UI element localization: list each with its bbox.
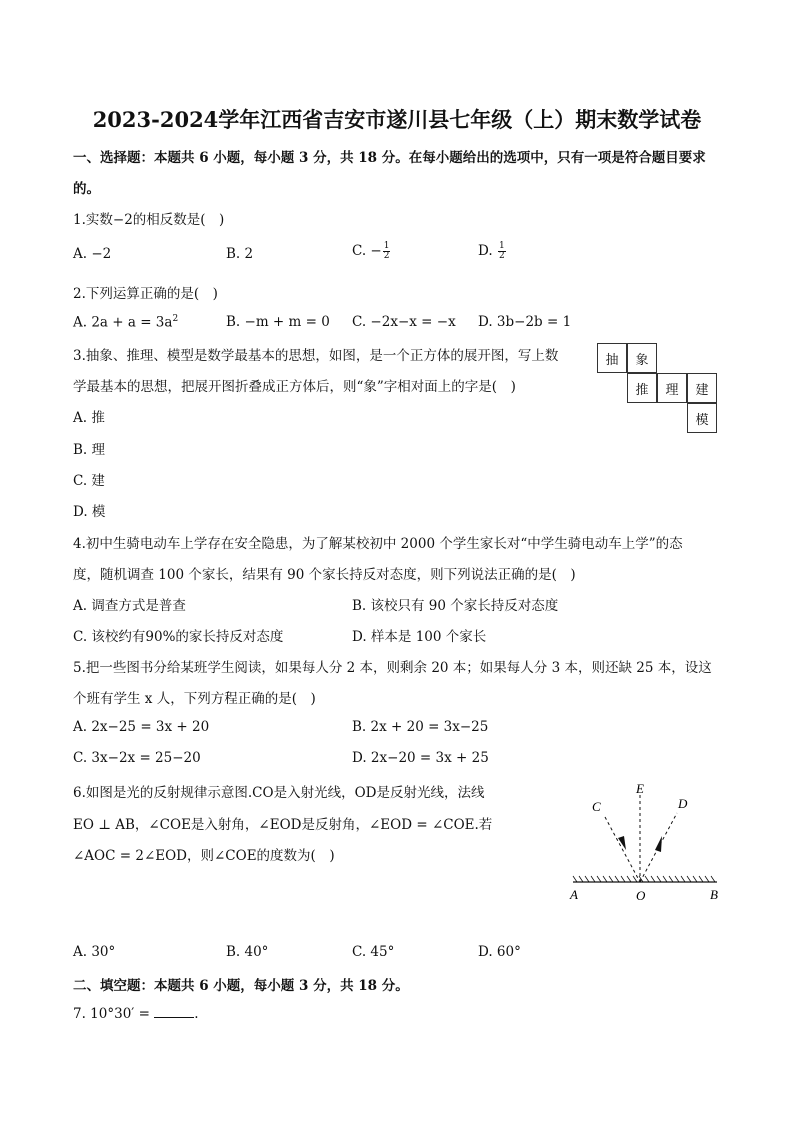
q1-option-d-prefix: D. [478,243,497,259]
q3-option-a: A. 推 [73,410,105,426]
mirror-hatching [573,876,715,882]
q6-option-c: C. 45° [352,944,395,960]
q7-answer-blank[interactable] [154,1005,194,1018]
q4-option-a: A. 调查方式是普查 [73,598,186,614]
q1-option-b: B. 2 [226,246,254,262]
cube-net-cell-tui: 推 [627,373,657,403]
q4-option-b: B. 该校只有 90 个家长持反对态度 [352,598,559,614]
q1-option-c-fraction [383,242,391,261]
q7-stem-text: 7. 10°30′ = [73,1006,155,1022]
section1-heading-line1: 一、选择题：本题共 6 小题，每小题 3 分，共 18 分。在每小题给出的选项中，只有一项是符合题目要求 [73,150,706,166]
q1-option-c [352,242,390,261]
q5-option-c: C. 3x−2x = 25−20 [73,750,201,766]
q2-option-a [73,314,178,331]
cube-net-cell-chou: 抽 [597,343,627,373]
q1-d-denominator: 2 [498,251,505,261]
q5-stem-line1: 5.把一些图书分给某班学生阅读，如果每人分 2 本，则剩余 20 本；如果每人分 3 本，则还缺 25 本，设这 [73,660,712,676]
label-d: D [678,796,688,811]
q7-stem-end: . [194,1006,199,1022]
q3-stem-line2: 学最基本的思想，把展开图折叠成正方体后，则“象”字相对面上的字是( ) [73,379,516,395]
q5-option-a: A. 2x−25 = 3x + 20 [73,719,210,735]
label-a: A [570,887,578,902]
q6-option-d: D. 60° [478,944,521,960]
q5-stem-line2: 个班有学生 x 人，下列方程正确的是( ) [73,691,316,707]
incident-ray-co [605,817,640,882]
q4-stem-line2: 度，随机调查 100 个家长，结果有 90 个家长持反对态度，则下列说法正确的是( ) [73,567,576,583]
label-c: C [592,799,601,814]
reflection-diagram [565,775,730,910]
q7-stem [73,1005,199,1022]
q2-option-d: D. 3b−2b = 1 [478,314,572,330]
section1-heading-line2: 的。 [73,181,100,197]
incident-arrow-icon [618,836,626,850]
q3-option-b: B. 理 [73,442,106,458]
label-o: O [636,888,646,903]
q1-c-denominator: 2 [383,251,390,261]
q3-stem-line1: 3.抽象、推理、模型是数学最基本的思想，如图，是一个正方体的展开图，写上数 [73,348,559,364]
q4-stem-line1: 4.初中生骑电动车上学存在安全隐患，为了解某校初中 2000 个学生家长对“中学生骑电动车上学”的态 [73,536,683,552]
cube-net-figure [597,343,721,435]
q1-c-numerator: 1 [383,241,390,251]
q6-option-a: A. 30° [73,944,116,960]
section2-heading: 二、填空题：本题共 6 小题，每小题 3 分，共 18 分。 [73,978,409,994]
q4-option-d: D. 样本是 100 个家长 [352,629,487,645]
label-e: E [636,781,644,796]
label-b: B [710,887,718,902]
page-title: 2023-2024学年江西省吉安市遂川县七年级（上）期末数学试卷 [92,107,702,132]
q3-option-c: C. 建 [73,473,105,489]
q6-option-b: B. 40° [226,944,269,960]
q1-option-d [478,242,506,261]
q6-stem-line3: ∠AOC = 2∠EOD，则∠COE的度数为( ) [73,848,335,864]
q2-option-b: B. −m + m = 0 [226,314,330,330]
q1-d-numerator: 1 [498,241,505,251]
q3-option-d: D. 模 [73,504,106,520]
q2-stem: 2.下列运算正确的是( ) [73,286,218,302]
q6-stem-line2: EO ⊥ AB，∠COE是入射角，∠EOD是反射角，∠EOD = ∠COE.若 [73,817,493,833]
q1-option-a: A. −2 [73,246,112,262]
reflected-arrow-icon [655,836,662,852]
q5-option-d: D. 2x−20 = 3x + 25 [352,750,489,766]
q2-option-a-text: A. 2a + a = 3a [73,314,173,331]
q5-option-b: B. 2x + 20 = 3x−25 [352,719,489,735]
q1-option-d-fraction [498,242,506,261]
q2-option-c: C. −2x−x = −x [352,314,456,330]
q1-stem: 1.实数−2的相反数是( ) [73,212,225,228]
q2-option-a-exponent: 2 [172,314,179,324]
q4-option-c: C. 该校约有90%的家长持反对态度 [73,629,284,645]
cube-net-cell-xiang: 象 [627,343,657,373]
q6-stem-line1: 6.如图是光的反射规律示意图.CO是入射光线，OD是反射光线，法线 [73,785,485,801]
cube-net-cell-mo: 模 [687,403,717,433]
cube-net-cell-li: 理 [657,373,687,403]
cube-net-cell-jian: 建 [687,373,717,403]
q1-option-c-prefix: C. − [352,243,382,259]
